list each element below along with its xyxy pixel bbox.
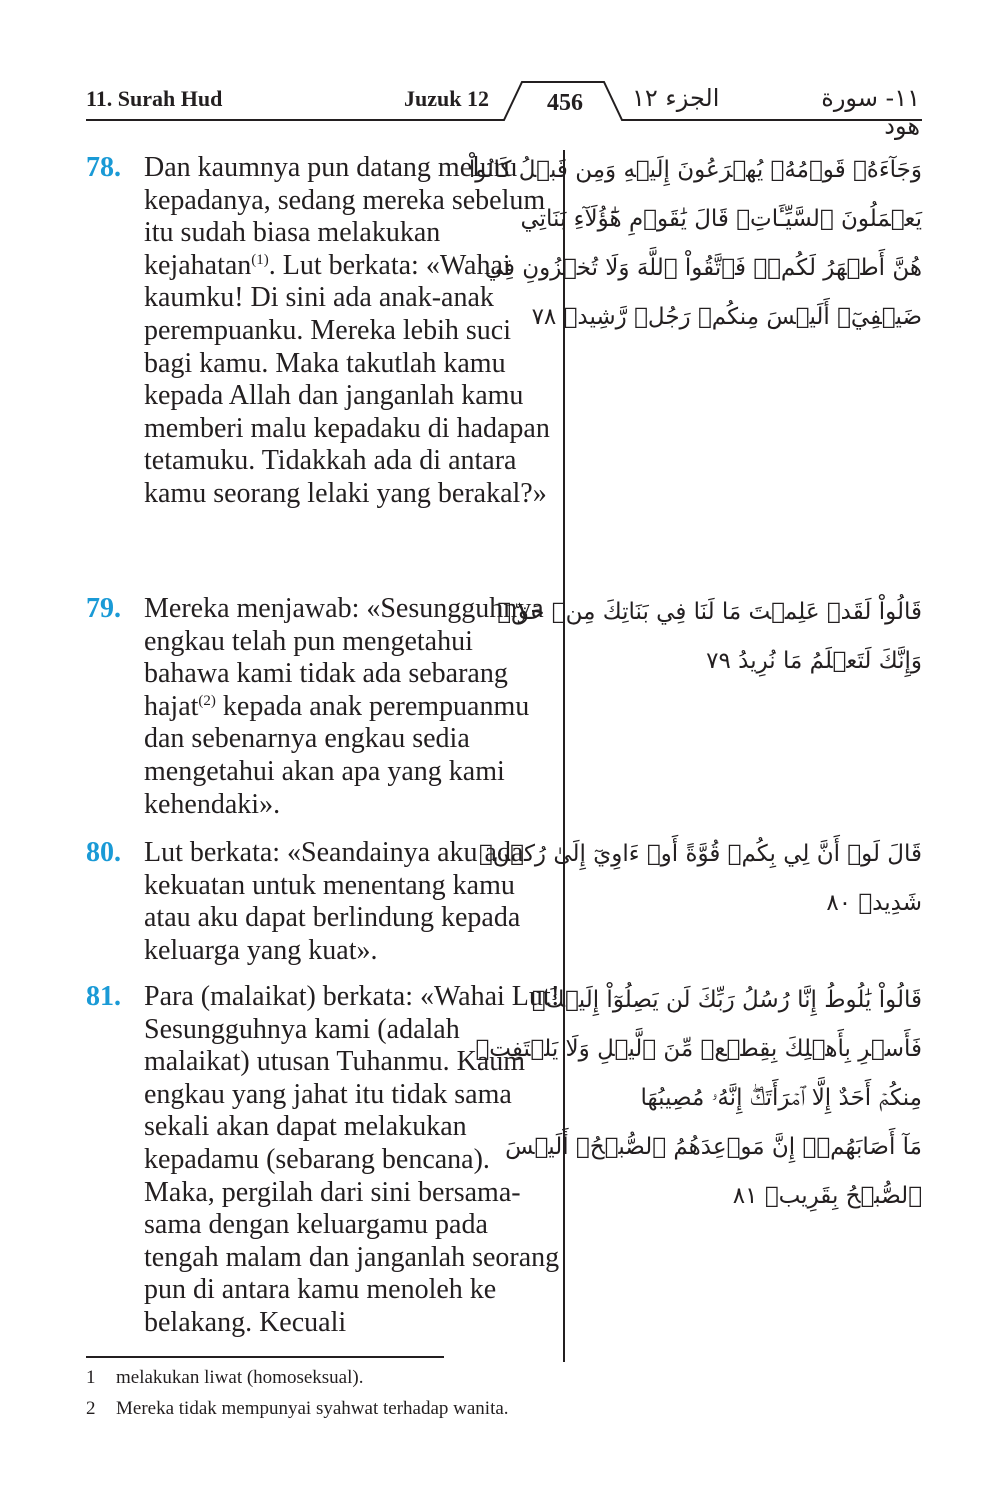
arabic-line: ٱلصُّبۡحُ بِقَرِيبٖ ٨١ xyxy=(732,1183,922,1209)
juzuk-label: Juzuk 12 xyxy=(404,86,489,111)
arabic-line: قَالُواْ لَقَدۡ عَلِمۡتَ مَا لَنَا فِي بَنَاتِكَ مِنۡ حَقّٖ xyxy=(497,599,922,625)
verse-text-continued: kepada anak perempuanmu dan sebenarnya engkau sedia mengetahui akan apa yang kami kehendaki». xyxy=(144,690,530,820)
arabic-line: فَأَسۡرِ بِأَهۡلِكَ بِقِطۡعٖ مِّنَ ٱلَّيۡلِ وَلَا يَلۡتَفِتۡ xyxy=(475,1036,922,1062)
verse-text: Dan kaumnya pun datang meluru kepadanya, sedang mereka sebelum itu sudah biasa melakukan kejahatan xyxy=(144,152,546,281)
footnote-rule xyxy=(86,1356,444,1358)
verse-text: Mereka menjawab: «Sesungguhnya engkau telah pun mengetahui bahawa kami tidak ada sebarang hajat xyxy=(144,593,544,722)
page-header xyxy=(0,0,1000,140)
verse-number: 78. xyxy=(86,152,121,183)
footnote-1 xyxy=(86,1367,363,1389)
page-number: 456 xyxy=(547,90,583,116)
verse-79-translation xyxy=(86,593,561,821)
arabic-line: قَالُواْ يَٰلُوطُ إِنَّا رُسُلُ رَبِّكَ لَن يَصِلُوٓاْ إِلَيۡكَۖ xyxy=(531,987,922,1013)
arabic-line: ضَيۡفِيٓۖ أَلَيۡسَ مِنكُمۡ رَجُلٞ رَّشِيدٞ ٧٨ xyxy=(531,304,922,330)
surah-title-latin: 11. Surah Hud xyxy=(86,86,223,111)
verse-text: Lut berkata: «Seandainya aku ada kekuatan untuk menentang kamu atau aku dapat berlindung kepada keluarga yang kuat». xyxy=(144,837,524,966)
footnote-number: 1 xyxy=(86,1367,96,1388)
verse-number: 81. xyxy=(86,981,121,1012)
surah-title-arabic: ١١- سورة هود xyxy=(821,84,920,140)
footnote-number: 2 xyxy=(86,1398,96,1419)
arabic-line: وَإِنَّكَ لَتَعۡلَمُ مَا نُرِيدُ ٧٩ xyxy=(706,648,922,674)
verse-80-arabic xyxy=(478,830,922,928)
footnote-ref: (2) xyxy=(198,692,216,709)
verse-number: 80. xyxy=(86,837,121,868)
verse-78-arabic xyxy=(468,146,922,342)
verse-81-arabic xyxy=(475,976,922,1221)
footnote-ref: (1) xyxy=(251,251,269,268)
juz-label-arabic: الجزء ١٢ xyxy=(632,84,720,112)
footnote-text: melakukan liwat (homoseksual). xyxy=(116,1367,364,1388)
verse-78-translation xyxy=(86,152,561,511)
arabic-line: شَدِيدٖ ٨٠ xyxy=(826,890,922,916)
arabic-line: قَالَ لَوۡ أَنَّ لِي بِكُمۡ قُوَّةً أَوۡ ءَاوِيٓ إِلَىٰ رُكۡنٖ xyxy=(478,841,922,867)
verse-text: Para (malaikat) berkata: «Wahai Lut! Sesungguhnya kami (adalah malaikat) utusan Tuhanmu. Kaum engkau yang jahat itu tidak sama sekali akan dapat melakukan kepadamu (sebarang bencana). Maka, pergilah dari sini bersama-sama dengan keluargamu pada tengah malam dan janganlah seorang pun di antara kamu menoleh ke belakang. Kecuali xyxy=(144,981,560,1338)
footnote-text: Mereka tidak mempunyai syahwat terhadap wanita. xyxy=(116,1398,509,1419)
footnote-2 xyxy=(86,1398,509,1420)
arabic-line: مِنكُمۡ أَحَدٌ إِلَّا ٱمۡرَأَتَكَۖ إِنَّهُۥ مُصِيبُهَا xyxy=(640,1085,922,1111)
arabic-line: هُنَّ أَطۡهَرُ لَكُمۡۖ فَٱتَّقُواْ ٱللَّهَ وَلَا تُخۡزُونِ فِي xyxy=(484,255,922,281)
verse-number: 79. xyxy=(86,593,121,624)
arabic-line: مَآ أَصَابَهُمۡۚ إِنَّ مَوۡعِدَهُمُ ٱلصُّبۡحُۚ أَلَيۡسَ xyxy=(505,1134,922,1160)
arabic-line: يَعۡمَلُونَ ٱلسَّيِّـَٔاتِۚ قَالَ يَٰقَوۡمِ هَٰٓؤُلَآءِ بَنَاتِي xyxy=(520,206,922,232)
verse-79-arabic xyxy=(497,588,922,686)
arabic-line: وَجَآءَهُۥ قَوۡمُهُۥ يُهۡرَعُونَ إِلَيۡهِ وَمِن قَبۡلُ كَانُواْ xyxy=(468,157,922,183)
verse-text-continued: . Lut berkata: «Wahai kaumku! Di sini ada anak-anak perempuanku. Mereka lebih suci bagi kamu. Maka takutlah kamu kepada Allah dan janganlah kamu memberi malu kepadaku di hadapan tetamuku. Tidakkah ada di antara kamu seorang lelaki yang berakal?» xyxy=(144,249,550,509)
